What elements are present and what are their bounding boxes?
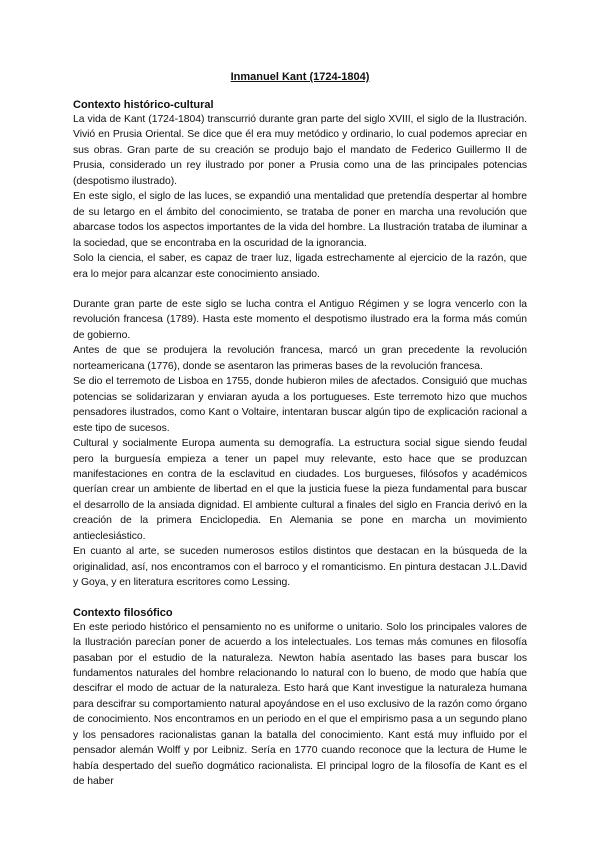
document-page	[73, 70, 527, 790]
paragraph: Se dio el terremoto de Lisboa en 1755, donde hubieron miles de afectados. Consiguió que muchas potencias se solidarizaran y enviaran ayuda a los portugueses. Este terremoto hizo que muchos pensadores ilustrados, como Kant o Voltaire, intentaran buscar algún tipo de explicación racional a este tipo de sucesos.	[73, 376, 527, 434]
section-heading-historico: Contexto histórico-cultural	[73, 99, 214, 111]
paragraph: Antes de que se produjera la revolución francesa, marcó un gran precedente la revolución norteamericana (1776), donde se asentaron las primeras bases de la revolución francesa.	[73, 345, 527, 372]
paragraph: En este siglo, el siglo de las luces, se expandió una mentalidad que pretendía despertar al hombre de su letargo en el ámbito del conocimiento, se trataba de poner en marcha una revolución que abarcase todos los aspectos importantes de la vida del hombre. La Ilustración trataba de iluminar a la sociedad, que se encontraba en la oscuridad de la ignorancia.	[73, 191, 527, 249]
paragraph: Durante gran parte de este siglo se lucha contra el Antiguo Régimen y se logra vencerlo con la revolución francesa (1789). Hasta este momento el despotismo ilustrado era la forma más común de gobierno.	[73, 298, 527, 341]
paragraph: En cuanto al arte, se suceden numerosos estilos distintos que destacan en la búsqueda de la originalidad, así, nos encontramos con el barroco y el romanticismo. En pintura destacan J.L.David y Goya, y en literatura escritores como Lessing.	[73, 546, 527, 589]
paragraph-spacer	[73, 282, 527, 297]
paragraph: En este periodo histórico el pensamiento no es uniforme o unitario. Solo los principales valores de la Ilustración parecían poner de acuerdo a los intelectuales. Los temas más comunes en filosofía pasaban por el estudio de la naturaleza. Newton había asentado las bases para buscar los fundamentos naturales del hombre relacionando lo natural con lo bueno, de modo que había que descifrar el modo de actuar de la naturaleza. Esto hará que Kant investigue la naturaleza humana para descifrar su comportamiento natural apoyándose en el uso exclusivo de la razón como órgano de conocimiento. Nos encontramos en un periodo en el que el empirismo pasa a un segundo plano y los pensadores racionalistas ganan la batalla del conocimiento. Kant está muy influido por el pensador alemán Wolff y por Leibniz. Sería en 1770 cuando reconoce que la lectura de Hume le había despertado del sueño dogmático racionalista. El principal logro de la filosofía de Kant es el de haber	[73, 621, 527, 788]
section-heading-filosofico: Contexto filosófico	[73, 606, 173, 619]
paragraph: Solo la ciencia, el saber, es capaz de traer luz, ligada estrechamente al ejercicio de la razón, que era lo mejor para alcanzar este conocimiento ansiado.	[73, 253, 527, 280]
paragraph: La vida de Kant (1724-1804) transcurrió durante gran parte del siglo XVIII, el siglo de la Ilustración. Vivió en Prusia Oriental. Se dice que él era muy metódico y ordinario, lo cual podemos apreciar en sus obras. Gran parte de su creación se produjo bajo el mandato de Federico Guillermo II de Prusia, considerado un rey ilustrado por poner a Prusia como una de las principales potencias (despotismo ilustrado).	[73, 114, 527, 187]
paragraph: Cultural y socialmente Europa aumenta su demografía. La estructura social sigue siendo feudal pero la burguesía empieza a tener un papel muy relevante, esto hace que se produzcan manifestaciones en contra de la esclavitud en ciudades. Los burgueses, filósofos y académicos querían crear un ambiente de libertad en el que la justicia fuese la pieza fundamental para buscar el desarrollo de la ansiada dignidad. El ambiente cultural a finales del siglo en Francia derivó en la creación de la primera Enciclopedia. En Alemania se pone en marcha un movimiento antieclesiástico.	[73, 438, 527, 542]
document-title: Inmanuel Kant (1724-1804)	[230, 71, 370, 83]
section-spacer	[73, 591, 527, 606]
